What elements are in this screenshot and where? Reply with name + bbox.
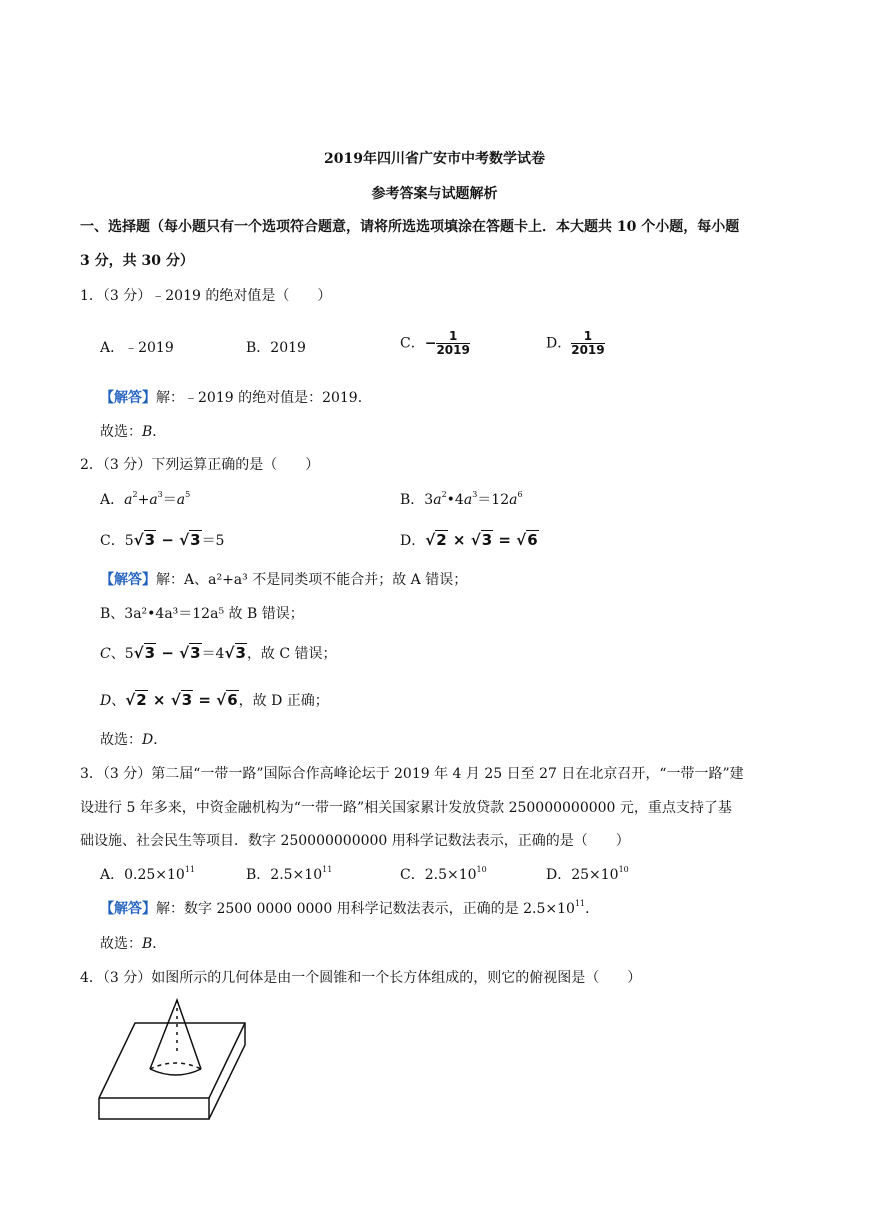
q2-choice-prefix: 故选：: [100, 732, 142, 748]
q1-option-c-label: C．: [400, 335, 425, 352]
q3-option-c: [400, 864, 487, 884]
q3-stem-line3: 础设施、社会民生等项目．数字 250000000000 用科学记数法表示，正确的是（ ）: [80, 833, 630, 849]
q2-solution-a: [100, 569, 467, 589]
q3-option-b-exponent: 11: [322, 865, 333, 874]
q3-stem-line1: 3．（3 分）第二届“一带一路”国际合作高峰论坛于 2019 年 4 月 25 日至 27 日在北京召开，“一带一路”建: [80, 766, 744, 782]
q1-solution: [100, 387, 372, 407]
q2-stem: 2．（3 分）下列运算正确的是（ ）: [80, 457, 320, 473]
q3-solution-exponent: 11: [574, 899, 586, 908]
q3-option-c-exponent: 10: [476, 865, 487, 874]
q3-option-b-text: B．2.5×10: [246, 867, 323, 883]
q1-option-c-fraction: [436, 330, 469, 357]
q1-option-c-denominator: 2019: [436, 343, 470, 357]
section-heading-line1: 一、选择题（每小题只有一个选项符合题意，请将所选选项填涂在答题卡上．本大题共 10 个小题，每小题: [80, 219, 740, 235]
q3-solution-end: ．: [585, 901, 600, 917]
q2-solution-c: C、5√3 − √3＝4√3，故 C 错误；: [100, 644, 337, 662]
q1-choice-suffix: ．: [152, 424, 167, 440]
q2-solution-d-text: ，故 D 正确；: [238, 693, 329, 709]
q3-choice-prefix: 故选：: [100, 936, 142, 952]
q2-option-d-label: D．: [400, 533, 426, 549]
q3-stem-line2: 设进行 5 年多来，中资金融机构为“一带一路”相关国家累计发放贷款 250000000000 元，重点支持了基: [80, 800, 732, 816]
answer-tag: 【解答】: [100, 390, 156, 406]
q1-choice-prefix: 故选：: [100, 424, 142, 440]
q4-stem: 4．（3 分）如图所示的几何体是由一个圆锥和一个长方体组成的，则它的俯视图是（ ）: [80, 970, 642, 986]
q3-option-a-exponent: 11: [184, 865, 196, 874]
q1-solution-text: 解：﹣2019 的绝对值是：2019．: [156, 390, 372, 406]
q2-option-c: C．5√3 − √3＝5: [100, 531, 225, 549]
q2-option-a: A．$a^2+a^3=a^5$: [100, 490, 191, 508]
q3-choice: [100, 933, 166, 953]
q1-choice: [100, 421, 166, 441]
q1-option-c: [400, 330, 470, 357]
page-title: 2019年四川省广安市中考数学试卷: [324, 151, 545, 167]
cone-cuboid-figure: [95, 995, 255, 1120]
q2-solution-c-text: ，故 C 错误；: [246, 646, 337, 662]
q3-solution-text: 解：数字 2500 0000 0000 用科学记数法表示，正确的是 2.5×10: [156, 901, 575, 917]
q3-choice-suffix: ．: [152, 936, 167, 952]
q2-option-b: B．$3a^2•4a^3=12a^6$: [400, 490, 523, 508]
q1-choice-letter: B: [142, 424, 153, 440]
q3-option-d-exponent: 10: [618, 865, 629, 874]
q1-option-a: A．﹣2019: [100, 340, 174, 356]
q2-option-b-label: B．: [400, 492, 425, 508]
q2-solution-b: B、3a²•4a³＝12a⁵ 故 B 错误；: [100, 606, 304, 622]
q2-choice: [100, 729, 167, 749]
q1-option-d-label: D．: [546, 335, 572, 352]
q1-option-d: [546, 330, 605, 357]
q2-option-c-label: C．: [100, 533, 125, 549]
q1-option-d-denominator: 2019: [571, 343, 605, 357]
q3-option-a-text: A．0.25×10: [100, 867, 185, 883]
q1-option-b: B．2019: [246, 340, 306, 356]
q2-choice-letter: D: [142, 732, 154, 748]
q3-choice-letter: B: [142, 936, 153, 952]
q1-stem: 1．（3 分）﹣2019 的绝对值是（ ）: [80, 288, 332, 304]
q2-option-a-label: A．: [100, 492, 125, 508]
q3-solution: [100, 898, 599, 918]
q2-option-d: D．√2 × √3 = √6: [400, 531, 538, 549]
q3-option-b: [246, 864, 332, 884]
q1-option-c-numerator: 1: [448, 329, 458, 343]
answer-tag: 【解答】: [100, 901, 156, 917]
q3-option-d: [546, 864, 629, 884]
q3-option-c-text: C．2.5×10: [400, 867, 477, 883]
q1-option-d-numerator: 1: [583, 329, 593, 343]
q2-solution-a-text: 解：A、a²+a³ 不是同类项不能合并；故 A 错误；: [156, 572, 468, 588]
q3-option-a: [100, 864, 195, 884]
q2-choice-suffix: ．: [153, 732, 168, 748]
answer-tag: 【解答】: [100, 572, 156, 588]
q3-option-d-text: D．25×10: [546, 867, 619, 883]
page-subtitle: 参考答案与试题解析: [371, 186, 498, 202]
section-heading-line2: 3 分，共 30 分）: [80, 253, 194, 269]
q1-option-d-fraction: [571, 330, 604, 357]
q2-solution-d: D、√2 × √3 = √6，故 D 正确；: [100, 691, 329, 709]
q1-option-c-sign: −: [424, 335, 437, 352]
